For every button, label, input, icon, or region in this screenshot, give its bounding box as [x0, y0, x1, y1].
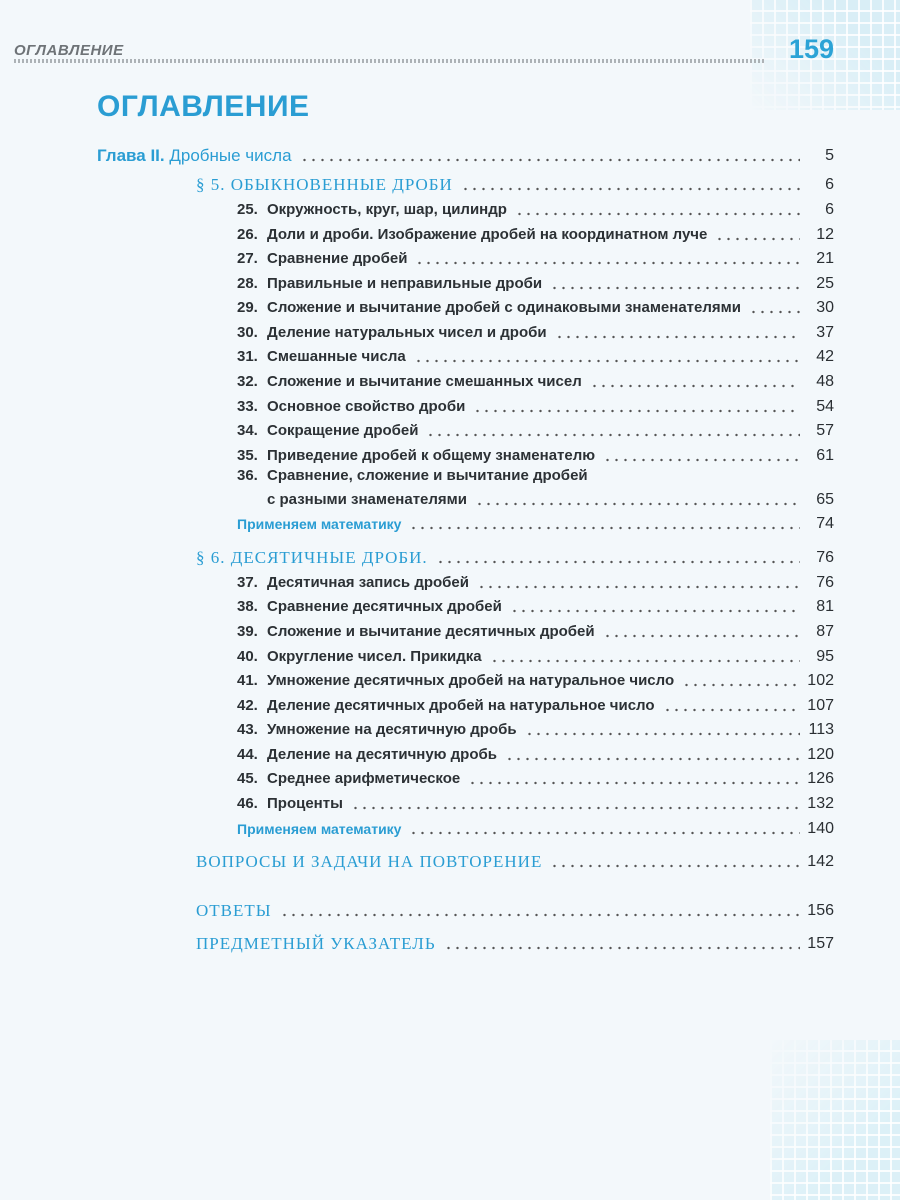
toc-item[interactable]: [237, 394, 834, 416]
toc-answers[interactable]: [196, 898, 834, 920]
toc-section-6[interactable]: [196, 545, 834, 567]
leader-dots: [468, 781, 800, 785]
item-title: Деление десятичных дробей на натуральное число: [267, 697, 655, 714]
leader-dots: [505, 757, 800, 761]
toc-item[interactable]: [237, 570, 834, 592]
section-label: § 5. ОБЫКНОВЕННЫЕ ДРОБИ: [196, 175, 453, 194]
running-header: ОГЛАВЛЕНИЕ: [14, 42, 124, 59]
toc-item[interactable]: [237, 344, 834, 366]
item-number: 43.: [237, 721, 258, 738]
leader-dots: [444, 946, 800, 950]
item-title: Смешанные числа: [267, 348, 406, 365]
item-title: Правильные и неправильные дроби: [267, 275, 543, 292]
leader-dots: [351, 806, 800, 810]
toc-item[interactable]: [237, 222, 834, 244]
page-ref: 81: [816, 598, 834, 615]
page-title: ОГЛАВЛЕНИЕ: [97, 90, 310, 123]
item-number: 33.: [237, 398, 258, 415]
leader-dots: [415, 261, 800, 265]
item-number: 36.: [237, 467, 258, 484]
item-number: 42.: [237, 697, 258, 714]
leader-dots: [414, 359, 800, 363]
item-number: 25.: [237, 201, 258, 218]
toc-item[interactable]: [237, 791, 834, 813]
item-title: Среднее арифметическое: [267, 770, 461, 787]
item-number: 44.: [237, 746, 258, 763]
leader-dots: [426, 433, 800, 437]
item-title: Умножение десятичных дробей на натуральное число: [267, 672, 675, 689]
item-number: 27.: [237, 250, 258, 267]
page-ref: 48: [816, 373, 834, 390]
toc-item[interactable]: [237, 619, 834, 641]
page-ref: 12: [816, 226, 834, 243]
toc-item[interactable]: [237, 197, 834, 219]
leader-dots: [525, 732, 800, 736]
leader-dots: [515, 212, 800, 216]
leader-dots: [300, 158, 800, 162]
decorative-grid-bottom: [770, 1040, 900, 1200]
page-ref: 5: [825, 147, 834, 164]
page-ref: 57: [816, 422, 834, 439]
toc-item[interactable]: [237, 443, 834, 465]
page-ref: 65: [816, 491, 834, 508]
page-ref: 95: [816, 648, 834, 665]
toc-item[interactable]: [237, 271, 834, 293]
page-number: 159: [788, 34, 834, 64]
page-ref: 6: [825, 201, 834, 218]
page-ref: 140: [807, 820, 834, 837]
toc-item[interactable]: [237, 418, 834, 440]
leader-dots: [663, 708, 800, 712]
item-title: Сложение и вычитание десятичных дробей: [267, 623, 595, 640]
page-ref: 37: [816, 324, 834, 341]
item-number: 40.: [237, 648, 258, 665]
page-ref: 21: [816, 250, 834, 267]
page-ref: 107: [807, 697, 834, 714]
item-title: Сравнение, сложение и вычитание дробей: [267, 467, 588, 484]
leader-dots: [510, 609, 800, 613]
item-title: Проценты: [267, 795, 343, 812]
page-ref: 126: [807, 770, 834, 787]
item-title: Округление чисел. Прикидка: [267, 648, 482, 665]
item-number: 29.: [237, 299, 258, 316]
page-ref: 74: [816, 515, 834, 532]
toc-item[interactable]: [237, 717, 834, 739]
item-title: Деление на десятичную дробь: [267, 746, 497, 763]
leader-dots: [682, 683, 800, 687]
toc-item[interactable]: [237, 594, 834, 616]
item-number: 30.: [237, 324, 258, 341]
toc-apply-math[interactable]: [237, 816, 834, 838]
item-title: Сложение и вычитание смешанных чисел: [267, 373, 582, 390]
item-number: 35.: [237, 447, 258, 464]
apply-label: Применяем математику: [237, 821, 402, 837]
page-ref: 120: [807, 746, 834, 763]
toc-item[interactable]: [237, 693, 834, 715]
toc-section-5[interactable]: [196, 172, 834, 194]
page-ref: 87: [816, 623, 834, 640]
leader-dots: [550, 286, 800, 290]
toc-item[interactable]: [237, 246, 834, 268]
toc-review[interactable]: [196, 849, 834, 871]
page-ref: 25: [816, 275, 834, 292]
item-title: Сокращение дробей: [267, 422, 419, 439]
leader-dots: [603, 458, 800, 462]
page-ref: 76: [816, 574, 834, 591]
item-title: Доли и дроби. Изображение дробей на координатном луче: [267, 226, 708, 243]
leader-dots: [409, 831, 800, 835]
toc-item[interactable]: [237, 320, 834, 342]
toc-chapter-2[interactable]: [97, 143, 834, 165]
toc-apply-math[interactable]: [237, 511, 834, 533]
leader-dots: [477, 585, 800, 589]
toc-item[interactable]: [237, 742, 834, 764]
chapter-label: Глава II. Дробные числа: [97, 146, 292, 165]
item-title: Сравнение десятичных дробей: [267, 598, 502, 615]
leader-dots: [590, 384, 800, 388]
item-number: 41.: [237, 672, 258, 689]
item-title: Деление натуральных чисел и дроби: [267, 324, 547, 341]
section-label: § 6. ДЕСЯТИЧНЫЕ ДРОБИ.: [196, 548, 428, 567]
leader-dots: [715, 237, 800, 241]
leader-dots: [436, 560, 800, 564]
item-number: 31.: [237, 348, 258, 365]
item-title: Окружность, круг, шар, цилиндр: [267, 201, 507, 218]
item-number: 32.: [237, 373, 258, 390]
page-ref: 102: [807, 672, 834, 689]
item-title: Основное свойство дроби: [267, 398, 466, 415]
item-number: 38.: [237, 598, 258, 615]
item-title: Умножение на десятичную дробь: [267, 721, 517, 738]
page-ref: 157: [807, 935, 834, 952]
leader-dots: [490, 659, 800, 663]
toc-item[interactable]: [237, 766, 834, 788]
toc-subject-index[interactable]: [196, 931, 834, 953]
leader-dots: [550, 864, 800, 868]
page-ref: 61: [816, 447, 834, 464]
toc-item[interactable]: [237, 295, 834, 317]
page-ref: 30: [816, 299, 834, 316]
leader-dots: [461, 187, 800, 191]
page-ref: 6: [825, 176, 834, 193]
page-ref: 42: [816, 348, 834, 365]
leader-dots: [603, 634, 800, 638]
toc-item[interactable]: [237, 369, 834, 391]
item-number: 39.: [237, 623, 258, 640]
review-label: ВОПРОСЫ И ЗАДАЧИ НА ПОВТОРЕНИЕ: [196, 852, 543, 871]
item-number: 28.: [237, 275, 258, 292]
page-ref: 54: [816, 398, 834, 415]
page-ref: 113: [808, 721, 834, 738]
leader-dots: [749, 310, 800, 314]
toc-item-36-first-line[interactable]: [237, 467, 588, 484]
leader-dots: [475, 502, 800, 506]
item-number: 34.: [237, 422, 258, 439]
header-rule: [14, 59, 766, 63]
apply-label: Применяем математику: [237, 516, 402, 532]
leader-dots: [409, 526, 800, 530]
answers-label: ОТВЕТЫ: [196, 901, 272, 920]
item-title: Десятичная запись дробей: [267, 574, 469, 591]
toc-item[interactable]: [237, 487, 834, 509]
item-number: 26.: [237, 226, 258, 243]
item-title: с разными знаменателями: [267, 491, 467, 508]
leader-dots: [280, 913, 800, 917]
item-title: Сложение и вычитание дробей с одинаковыми знаменателями: [267, 299, 741, 316]
toc-item[interactable]: [237, 668, 834, 690]
item-title: Сравнение дробей: [267, 250, 408, 267]
page-ref: 132: [807, 795, 834, 812]
page-ref: 156: [807, 902, 834, 919]
page-ref: 142: [807, 853, 834, 870]
index-label: ПРЕДМЕТНЫЙ УКАЗАТЕЛЬ: [196, 934, 436, 953]
page-ref: 76: [816, 549, 834, 566]
toc-item[interactable]: [237, 644, 834, 666]
leader-dots: [473, 409, 800, 413]
leader-dots: [555, 335, 800, 339]
item-number: 45.: [237, 770, 258, 787]
item-title: Приведение дробей к общему знаменателю: [267, 447, 596, 464]
item-number: 46.: [237, 795, 258, 812]
item-number: 37.: [237, 574, 258, 591]
